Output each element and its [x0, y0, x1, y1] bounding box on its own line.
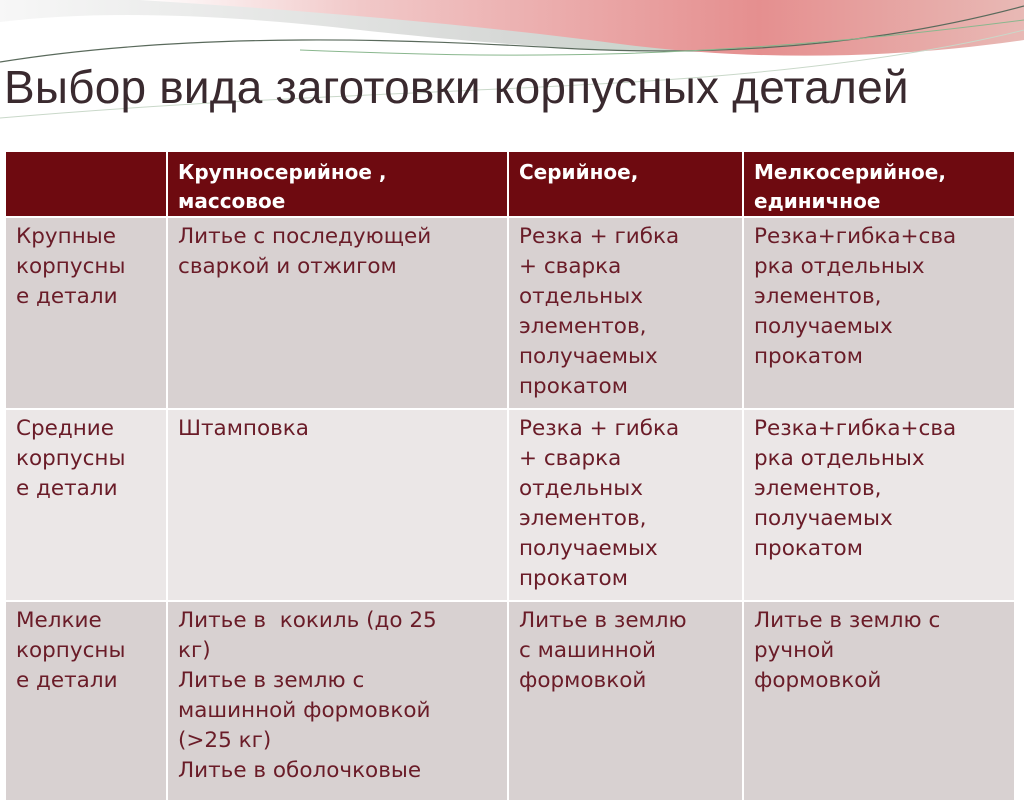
table-cell: Резка + гибка + сварка отдельных элементов, получаемых прокатом [508, 217, 743, 409]
row-label-small-parts: Мелкие корпусны е детали [5, 601, 167, 801]
header-small-batch-production: Мелкосерийное, единичное [743, 151, 1015, 217]
row-label-large-parts: Крупные корпусны е детали [5, 217, 167, 409]
table-cell: Резка + гибка + сварка отдельных элементов, получаемых прокатом [508, 409, 743, 601]
table-cell: Резка+гибка+сва рка отдельных элементов, получаемых прокатом [743, 409, 1015, 601]
page-title: Выбор вида заготовки корпусных деталей [4, 61, 909, 113]
row-label-medium-parts: Средние корпусны е детали [5, 409, 167, 601]
table-cell: Литье в кокиль (до 25 кг) Литье в землю с машинной формовкой (>25 кг) Литье в оболочковые [167, 601, 508, 801]
table-row [5, 601, 1015, 801]
table-row [5, 217, 1015, 409]
table-row [5, 409, 1015, 601]
blank-type-selection-table [4, 150, 1016, 802]
table-cell: Литье с последующей сваркой и отжигом [167, 217, 508, 409]
table-cell: Литье в землю с ручной формовкой [743, 601, 1015, 801]
table-cell: Литье в землю с машинной формовкой [508, 601, 743, 801]
header-serial-production: Серийное, [508, 151, 743, 217]
table-header-row [5, 151, 1015, 217]
table-cell: Штамповка [167, 409, 508, 601]
header-corner-cell [5, 151, 167, 217]
header-mass-production: Крупносерийное , массовое [167, 151, 508, 217]
table-cell: Резка+гибка+сва рка отдельных элементов, получаемых прокатом [743, 217, 1015, 409]
